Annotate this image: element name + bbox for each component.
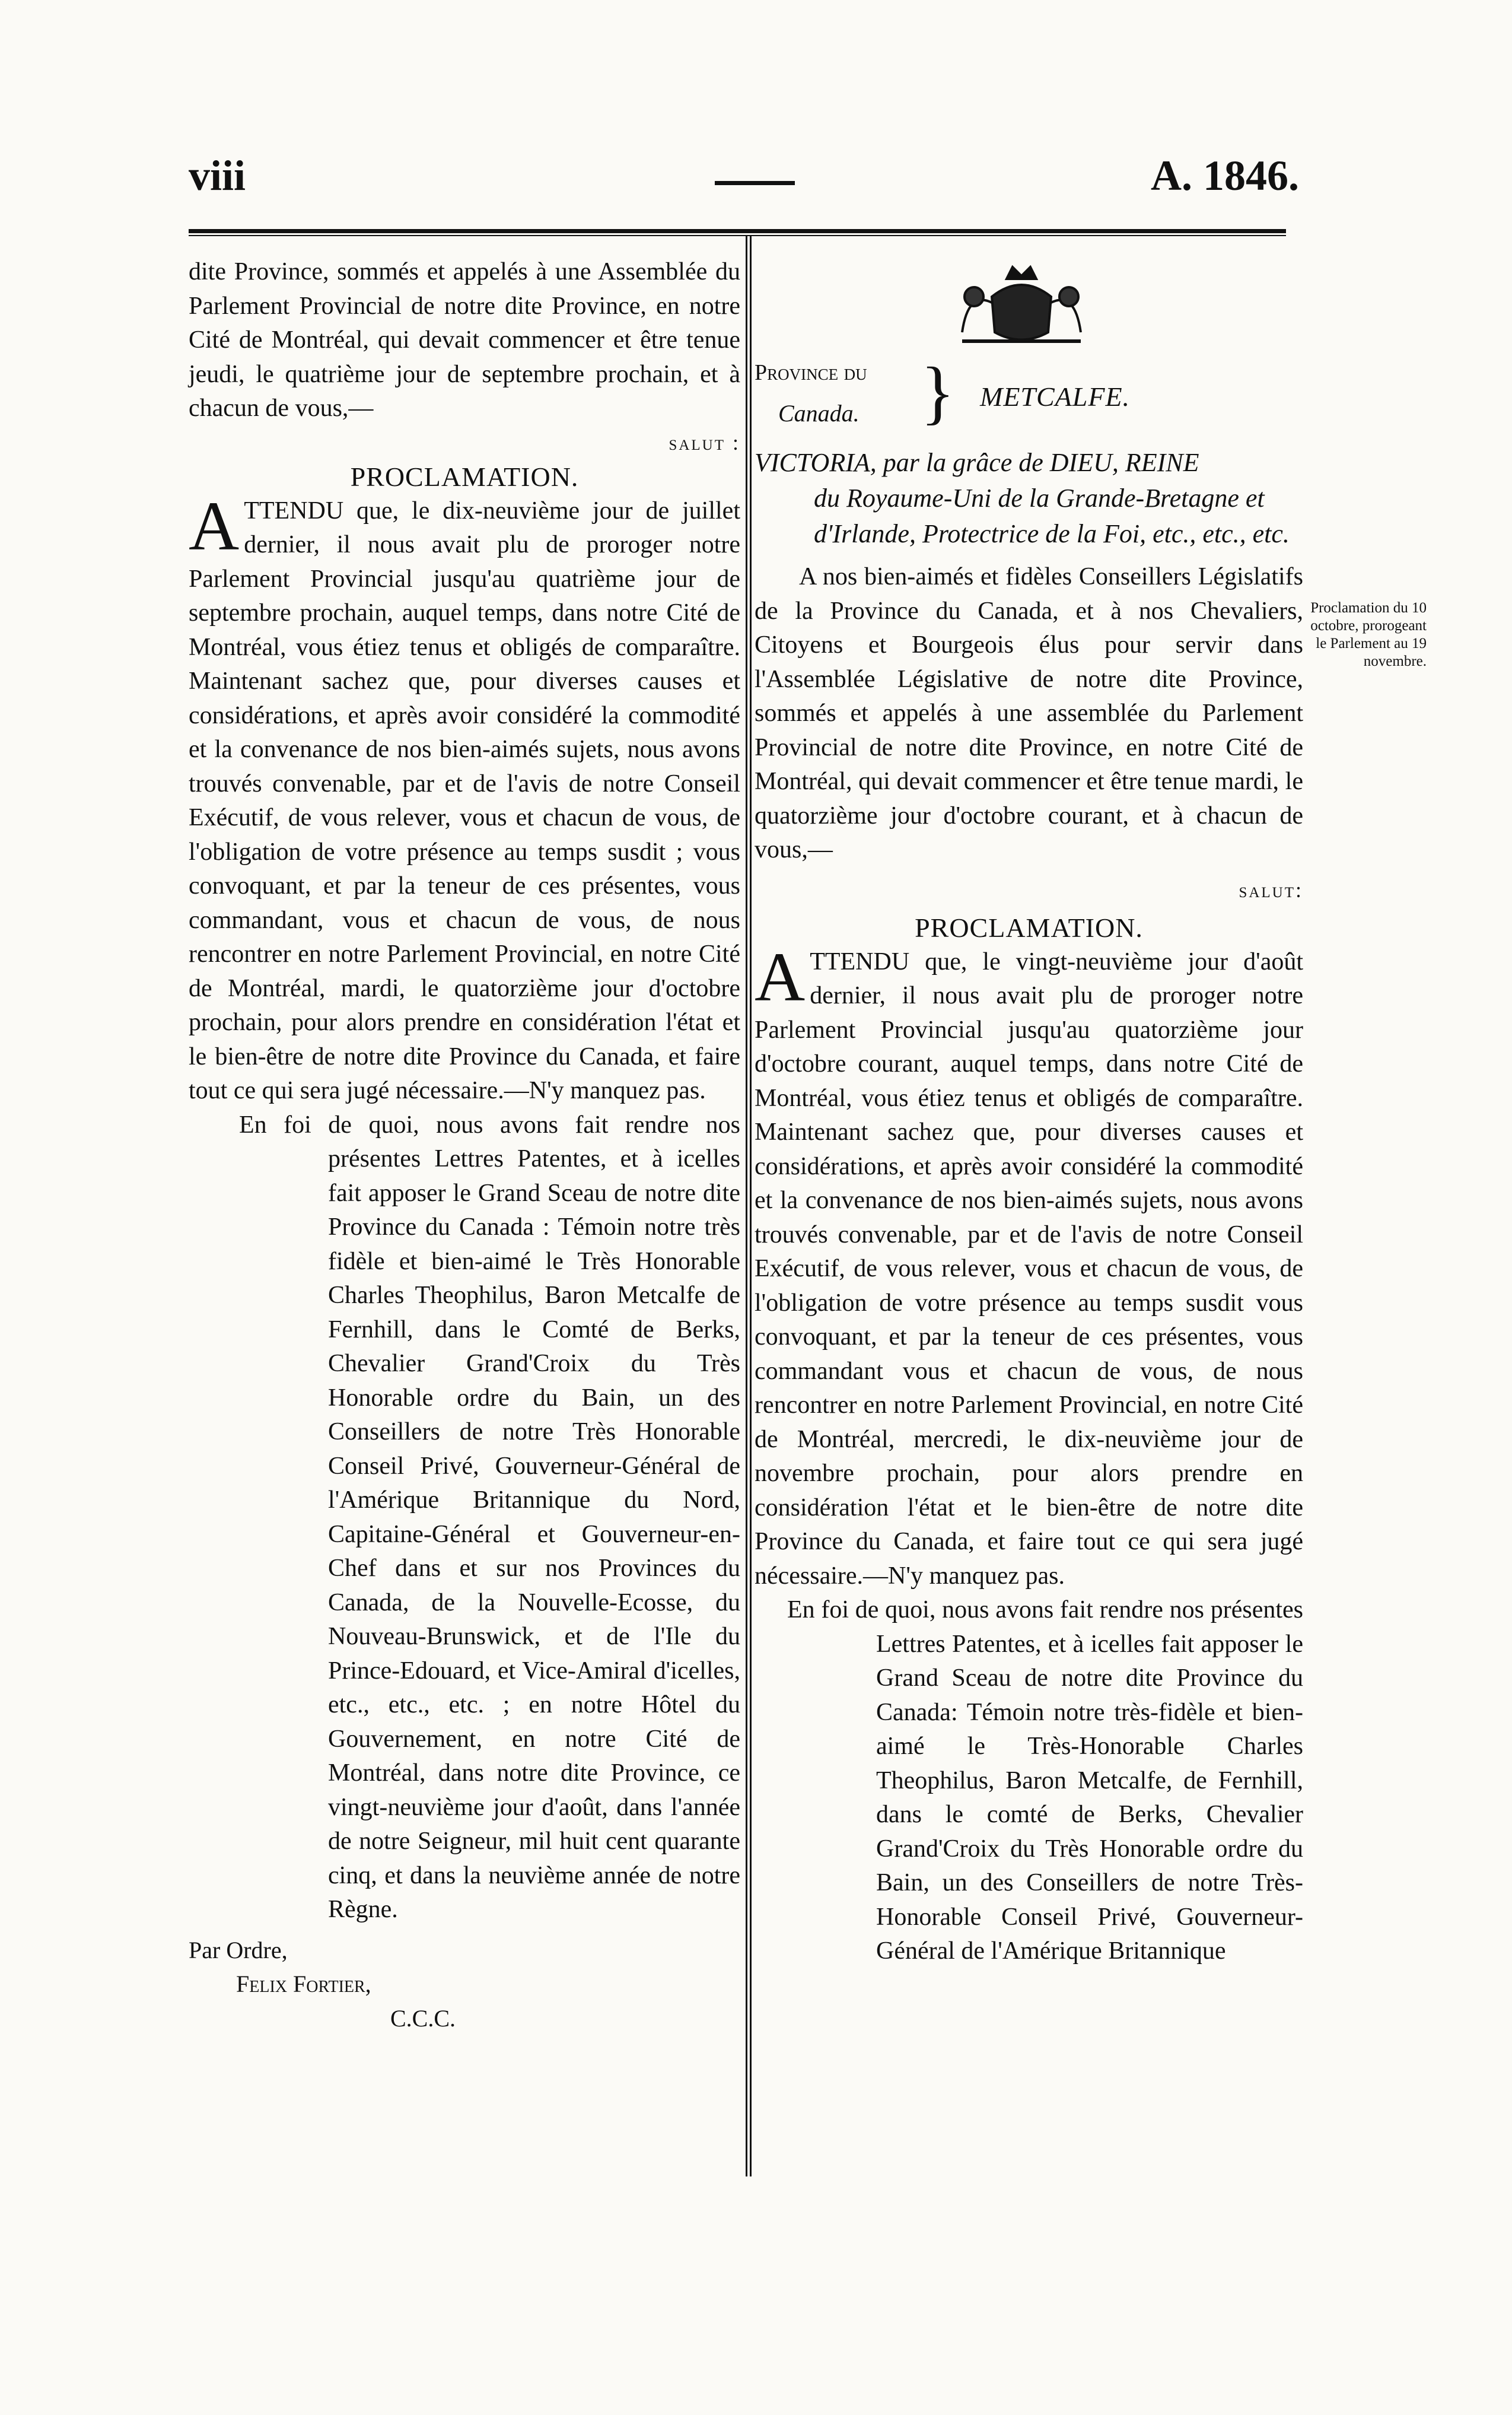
governor-name: METCALFE. — [980, 382, 1131, 412]
left-salut: salut : — [669, 430, 740, 455]
right-column — [755, 255, 1303, 1969]
brace: } — [921, 352, 955, 431]
right-dropcap: A — [755, 938, 806, 1016]
right-witness: En foi de quoi, nous avons fait rendre nos présentes Lettres Patentes, et à icelles fait apposer le Grand Sceau de notre dite Province du Canada: Témoin notre très-fidèle et bien-aimé le Très-Honorable Charles Theophilus, Baron Metcalfe, de Fernhill, dans le comté de Berks, Chevalier Grand'Croix du Très Honorable ordre du Bain, un des Conseillers de notre Très-Honorable Conseil Privé, Gouverneur-Général de l'Amérique Britannique — [787, 1596, 1303, 1965]
victoria-title — [755, 445, 1303, 552]
column-rule-left — [746, 236, 747, 2176]
signatory-title: C.C.C. — [390, 2004, 456, 2032]
page-number: viii — [189, 152, 246, 199]
victoria-line1: VICTORIA, par la grâce de DIEU, REINE — [755, 448, 1199, 477]
par-ordre: Par Ordre, — [189, 1936, 288, 1963]
margin-note: Proclamation du 10 octobre, prorogeant le Parlement au 19 novembre. — [1310, 600, 1427, 669]
page-year: A. 1846. — [1151, 152, 1299, 199]
left-dropcap: A — [189, 487, 240, 565]
right-proclamation-heading: PROCLAMATION. — [915, 913, 1143, 943]
right-salut: salut: — [1239, 878, 1303, 902]
royal-arms-icon — [950, 261, 1093, 350]
right-address: A nos bien-aimés et fidèles Conseillers Législatifs de la Province du Canada, et à nos Chevaliers, Citoyens et Bourgeois élus pour servir dans l'Assemblée Législative de notre dite Province, sommés et appelés à une assemblée du Parlement Provincial de notre dite Province, en notre Cité de Montréal, qui devait commencer et être tenue mardi, le quatorzième jour d'octobre courant, et à chacun de vous,— — [755, 563, 1303, 863]
right-body: TTENDU que, le vingt-neuvième jour d'août dernier, il nous avait plu de proroger notre Parlement Provincial jusqu'au quatorzième jour d'octobre courant, auquel temps, dans notre Cité de Montréal, vous étiez tenus et obligés de comparaître. Maintenant sachez que, pour diverses causes et considérations, et après avoir considéré la commodité et la convenance de nos bien-aimés sujets, nous avons trouvés convenable, par et de l'avis de notre Conseil Exécutif, de vous relever, vous et chacun de vous, de l'obligation de votre présence au temps susdit vous convoquant, et par la teneur de ces présentes, vous commandant vous et chacun de vous, de nous rencontrer en notre Parlement Provincial, en notre Cité de Montréal, mercredi, le dix-neuvième jour de novembre prochain, pour alors prendre en considération l'état et le bien-être de notre dite Province du Canada, et faire tout ce qui sera jugé nécessaire.—N'y manquez pas. — [755, 948, 1303, 1590]
province-label: Province du — [755, 360, 867, 385]
left-body: TTENDU que, le dix-neuvième jour de juillet dernier, il nous avait plu de proroger notre Parlement Provincial jusqu'au quatrième jour de septembre prochain, auquel temps, dans notre Cité de Montréal, vous étiez tenus et obligés de comparaître. Maintenant sachez que, pour diverses causes et considérations, et après avoir considéré la commodité et la convenance de nos bien-aimés sujets, nous avons trouvés convenable, par et de l'avis de notre Conseil Exécutif, de vous relever, vous et chacun de vous, de l'obligation de votre présence au temps susdit ; vous convoquant, et par la teneur de ces présentes, vous commandant, vous et chacun de vous, de nous rencontrer en notre Parlement Provincial, en notre Cité de Montréal, mardi, le quatorzième jour d'octobre prochain, pour alors prendre en considération l'état et le bien-être de notre dite Province du Canada, et faire tout ce qui sera jugé nécessaire.—N'y manquez pas. — [189, 497, 740, 1104]
top-rule — [189, 229, 1286, 233]
left-witness: En foi de quoi, nous avons fait rendre nos présentes Lettres Patentes, et à icelles fait apposer le Grand Sceau de notre dite Province du Canada : Témoin notre très fidèle et bien-aimé le Très Honorable Charles Theophilus, Baron Metcalfe de Fernhill, dans le Comté de Berks, Chevalier Grand'Croix du Très Honorable ordre du Bain, un des Conseillers de notre Très Honorable Conseil Privé, Gouverneur-Général de l'Amérique Britannique du Nord, Capitaine-Général et Gouverneur-en-Chef dans et sur nos Provinces du Canada, de la Nouvelle-Ecosse, du Nouveau-Brunswick, et de l'Ile du Prince-Edouard, et Vice-Amiral d'icelles, etc., etc., etc. ; en notre Hôtel du Gouvernement, en notre Cité de Montréal, dans notre dite Province, ce vingt-neuvième jour d'août, dans l'année de notre Seigneur, mil huit cent quarante cinq, et dans la neuvième année de notre Règne. — [239, 1111, 740, 1923]
signatory-name: Felix Fortier, — [236, 1971, 371, 1997]
victoria-line2: du Royaume-Uni de la Grande-Bretagne et d'Irlande, Protectrice de la Foi, etc., etc., etc. — [814, 484, 1290, 548]
top-rule-thin — [189, 235, 1286, 236]
header-dash — [715, 181, 795, 185]
left-intro: dite Province, sommés et appelés à une Assemblée du Parlement Provincial de notre dite Province, en notre Cité de Montréal, qui devait commencer et être tenue jeudi, le quatrième jour de septembre prochain, et à chacun de vous,— — [189, 258, 740, 422]
province-block — [755, 352, 1303, 445]
left-proclamation-heading: PROCLAMATION. — [350, 462, 579, 492]
canada-label: Canada. — [778, 400, 860, 427]
column-rule-right — [750, 236, 752, 2176]
left-column — [189, 255, 740, 2035]
